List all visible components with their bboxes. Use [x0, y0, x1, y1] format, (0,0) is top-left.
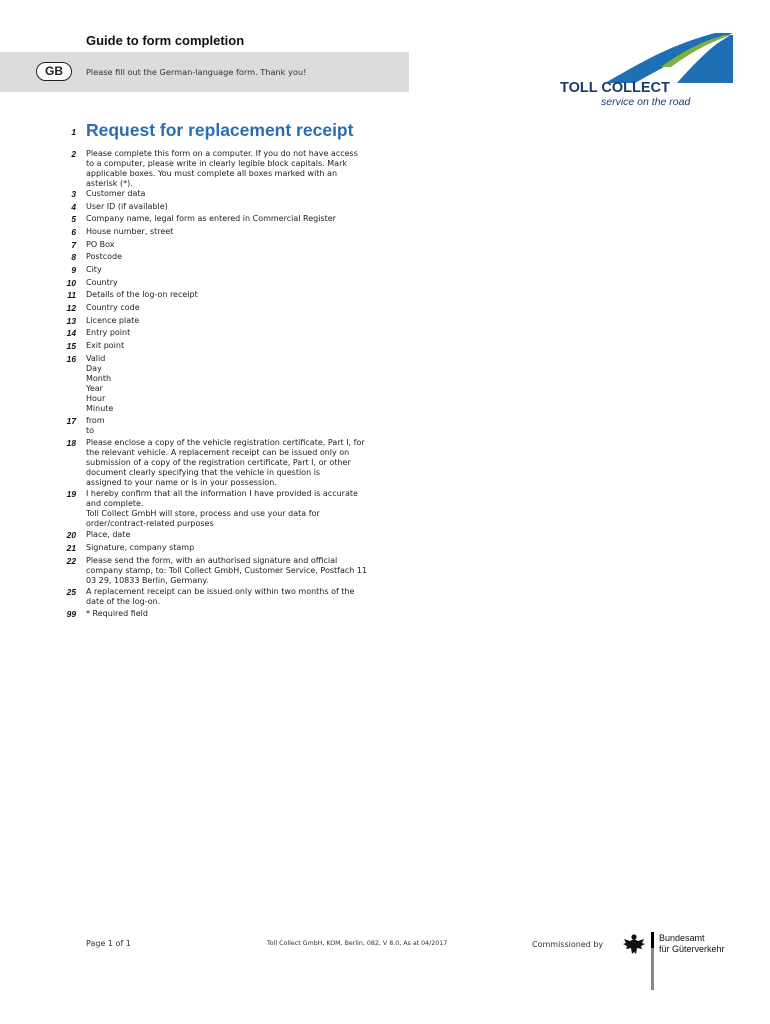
company-info: Toll Collect GmbH, KOM, Berlin, 082, V 8.0, As at 04/2017 — [267, 940, 448, 947]
item-text: Country code — [86, 303, 140, 312]
item-number: 15 — [66, 341, 76, 351]
item-number: 2 — [71, 149, 76, 159]
item-number: 25 — [66, 587, 76, 597]
authority-name: Bundesamt für Güterverkehr — [659, 933, 725, 954]
item-text: Place, date — [86, 530, 131, 539]
item-text: Valid Day Month Year Hour Minute — [86, 354, 114, 413]
language-badge: GB — [36, 62, 72, 81]
item-number: 12 — [66, 303, 76, 313]
item-number: 11 — [67, 290, 76, 300]
item-number: 20 — [66, 530, 76, 540]
item-text: from to — [86, 416, 105, 435]
authority-bar-shade — [651, 948, 654, 990]
item-number: 14 — [66, 328, 76, 338]
item-number: 10 — [66, 278, 76, 288]
item-text: Postcode — [86, 252, 123, 261]
item-number: 22 — [66, 556, 76, 566]
item-text: PO Box — [86, 240, 115, 249]
logo-tagline: service on the road — [601, 96, 691, 108]
item-number: 16 — [66, 354, 76, 364]
item-text: User ID (if available) — [86, 202, 168, 211]
item-text: Company name, legal form as entered in Commercial Register — [86, 214, 336, 223]
item-number: 18 — [66, 438, 76, 448]
item-text: Details of the log-on receipt — [86, 290, 198, 299]
item-number: 1 — [71, 127, 76, 137]
logo-name: TOLL COLLECT — [560, 80, 670, 96]
item-text: Please complete this form on a computer. If you do not have access to a computer, please write in clearly legible block capitals. Mark applicable boxes. You must complete all boxes marked with an asterisk (*). — [86, 149, 358, 188]
page-number: Page 1 of 1 — [86, 939, 131, 948]
item-number: 6 — [71, 227, 76, 237]
language-notice: Please fill out the German-language form. Thank you! — [86, 67, 307, 77]
form-heading: Request for replacement receipt — [86, 120, 354, 140]
item-number: 21 — [66, 543, 76, 553]
page-title: Guide to form completion — [86, 33, 245, 48]
item-text: Licence plate — [86, 316, 140, 325]
item-text: Country — [86, 278, 118, 287]
item-text: Please enclose a copy of the vehicle registration certificate, Part I, for the relevant vehicle. A replacement receipt can be issued only on submission of a copy of the registration certificate, Part I, or other document clearly specifying that the vehicle in question is assigned to your name or is in your possession. — [86, 438, 365, 487]
federal-eagle-icon — [622, 932, 646, 956]
item-text: Entry point — [86, 328, 131, 337]
item-number: 9 — [71, 265, 76, 275]
toll-collect-logo — [560, 33, 730, 113]
road-swoosh-icon — [605, 33, 735, 83]
item-number: 99 — [66, 609, 76, 619]
item-text: House number, street — [86, 227, 174, 236]
item-number: 4 — [71, 202, 76, 212]
item-number: 17 — [66, 416, 76, 426]
item-number: 7 — [71, 240, 76, 250]
item-number: 13 — [66, 316, 76, 326]
item-text: Customer data — [86, 189, 146, 198]
item-text: * Required field — [86, 609, 148, 618]
item-text: A replacement receipt can be issued only within two months of the date of the log-on. — [86, 587, 355, 606]
item-number: 19 — [66, 489, 76, 499]
item-number: 3 — [71, 189, 76, 199]
item-text: Please send the form, with an authorised signature and official company stamp, to: Toll Collect GmbH, Customer Service, Postfach 11 03 29, 10833 Berlin, Germany. — [86, 556, 368, 585]
commissioned-label: Commissioned by — [532, 940, 604, 949]
item-text: City — [86, 265, 102, 274]
item-text: I hereby confirm that all the information I have provided is accurate and complete. Toll Collect GmbH will store, process and use your data for order/contract-related purposes — [86, 489, 358, 528]
item-number: 5 — [71, 214, 76, 224]
item-text: Exit point — [86, 341, 125, 350]
item-text: Signature, company stamp — [86, 543, 195, 552]
item-number: 8 — [71, 252, 76, 262]
